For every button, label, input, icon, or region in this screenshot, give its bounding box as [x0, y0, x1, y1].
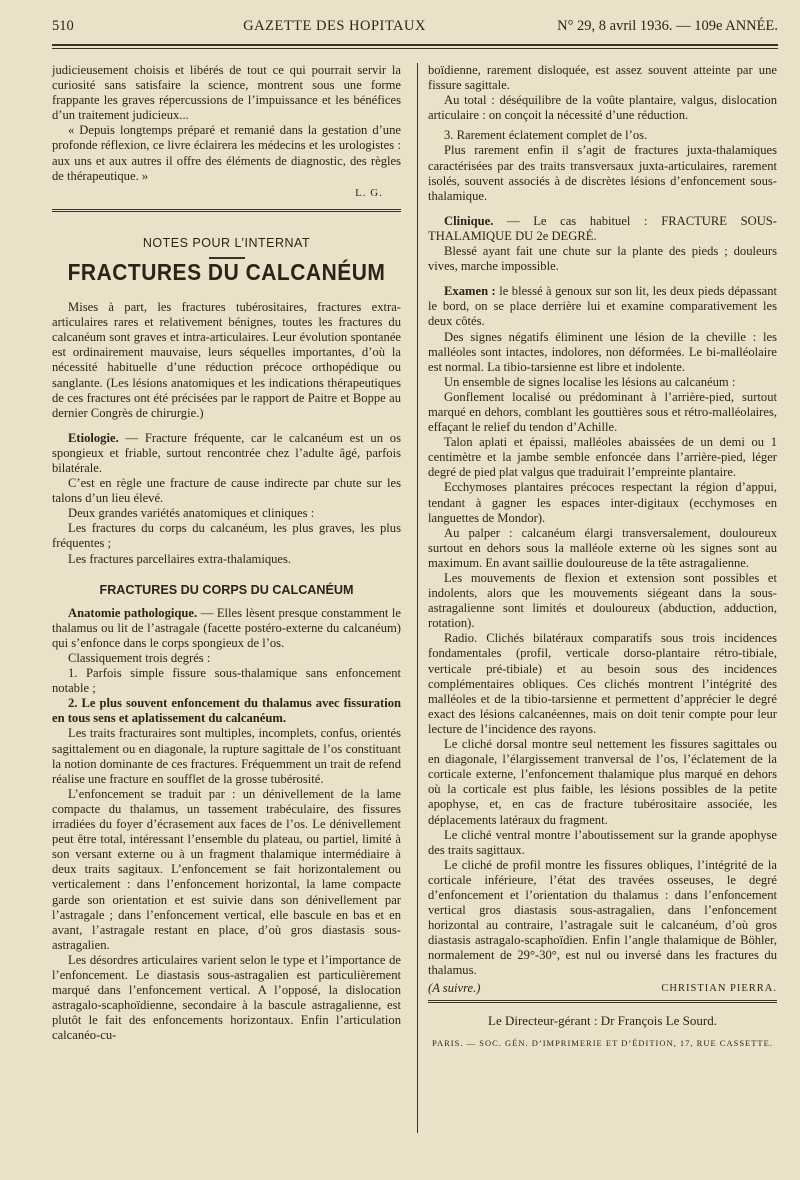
review-signature: L. G.: [355, 186, 383, 199]
exam-heading: Examen :: [444, 284, 496, 299]
dorsal-paragraph: Le cliché dorsal montre seul nettement les fissures sagittales ou en diagonale, l’élargissement tranversal de l’os, l’éclatement de la corticale externe, l’enfoncement thalamique plus marqué en dehors où la corticale est plus faible, les lésions possibles de la petite apophyse, et, en cas de fracture tubérositaire associée, les déplacements latéraux du fragment.: [428, 737, 777, 827]
swelling-paragraph: Gonflement localisé ou prédominant à l’arrière-pied, surtout marqué en dehors, comblant les gouttières sous et rétro-malléolaires, effaçant le relief du tendon d’Achille.: [428, 389, 777, 435]
review-quote: « Depuis longtemps préparé et remanié dans la gestation d’une profonde réflexion, ce livre éclairera les médecins et les urologistes : aux uns et aux autres il offre des éléments de diagnostic, des règles de thérapeutique. »: [52, 123, 401, 183]
director-line: Le Directeur-gérant : Dr François Le Sourd.: [488, 1012, 717, 1028]
header-rule-thin: [52, 48, 778, 49]
etiology-paragraph: [52, 431, 401, 476]
etiology-text: — Fracture fréquente, car le calcanéum est un os spongieux et friable, surtout rencontrée chez l’adulte âgé, parfois bilatérale.: [52, 430, 401, 475]
section-label: NOTES POUR L’INTERNAT: [142, 235, 311, 250]
etiology-heading: Etiologie.: [68, 430, 119, 445]
palpation-paragraph: Au palper : calcanéum élargi transversalement, douloureux surtout en dehors sous la malléole externe où les signes sont au maximum. En avant saillie douloureuse de la tête astragalienne.: [428, 525, 777, 570]
enfoncement-paragraph: L’enfoncement se traduit par : un dénivellement de la lame compacte du thalamus, un tassement trabéculaire, des fissures irradiées du foyer d’écrasement aux faces de l’os. Le dénivellement peut être total, intéressant l’ensemble du plateau, ou partiel, limité à son versant externe ou à un fragment thalamique intermédiaire à deux traits sagitaux. L’enfoncement se fait horizontalement ou verticalement : dans l’enfoncement horizontal, la lame compacte garde son orientation et est suivie dans son dénivellement par l’astragale ; dans l’enfoncement vertical, elle bascule en bas et en avant, l’astragale restant en place, d’où gros diastasis sous-astragalien.: [52, 786, 401, 952]
variety-2: Les fractures parcellaires extra-thalamiques.: [68, 551, 292, 566]
desordres-paragraph: Les désordres articulaires varient selon le type et l’importance de l’enfoncement. Le diastasis sous-astragalien est particulièrement marqué dans l’enfoncement vertical. A l’opposé, la dislocation astragalo-scaphoïdienne, secondaire à la bascule astragalienne, est plutôt le fait des enfoncements horizontaux. Enfin l’articulation calcanéo-cu-: [52, 952, 401, 1043]
clinical-text: — Le cas habituel : FRACTURE SOUS-THALAMIQUE DU 2e DEGRÉ.: [428, 213, 777, 243]
issue-info: N° 29, 8 avril 1936. — 109e ANNÉE.: [557, 18, 778, 34]
profile-paragraph: Le cliché de profil montre les fissures obliques, l’intégrité de la corticale inférieure, l’état des travées osseuses, le degré d’enfoncement et l’orientation du thalamus : dans l’enfoncement vertical gros diastasis sous-astragalien, dans l’enfoncement horizontal au contraire, l’astragale suit le calcanéum, d’où gros diastasis astragalo-scaphoïdien. Enfin l’angle thalamique de Böhler, normalement de 29°-30°, est nul ou inversé dans les fractures du thalamus.: [428, 857, 777, 978]
section-subtitle: FRACTURES DU CORPS DU CALCANÉUM: [99, 582, 354, 597]
varieties-paragraph: Deux grandes variétés anatomiques et cliniques :: [68, 506, 315, 521]
juxta-paragraph: Plus rarement enfin il s’agit de fractures juxta-thalamiques caractérisées par des traits transversaux juxta-articulaires, rarement isolés, souvent associés à de discrètes lésions d’enfoncement sous-thalamique.: [428, 143, 777, 203]
to-be-continued: (A suivre.): [428, 980, 481, 995]
movements-paragraph: Les mouvements de flexion et extension sont possibles et indolents, alors que les mouvements siégeant dans la sous-astragalienne sont limités et douloureux (abduction, adduction, rotation).: [428, 571, 777, 631]
radio-paragraph: Radio. Clichés bilatéraux comparatifs sous trois incidences fondamentales (profil, verticale dorso-plantaire rétro-tibiale, verticale pré-tibiale) et au besoin sous des incidences complémentaires obliques. Ces clichés montrent l’intégrité des malléoles et de la tibio-tarsienne et permettent d’apprécier le degré exact des lésions calcanéennes, mais on doit tenir compte pour leur lecture de l’incidence des rayons.: [428, 631, 777, 736]
traits-paragraph: Les traits fracturaires sont multiples, incomplets, confus, orientés sagittalement ou en diagonale, la rupture sagittale de l’os constituant la notion dominante de ces fractures. Fréquemment un trait de refend réalise une fracture en soufflet de la grosse tubérosité.: [52, 726, 401, 786]
exam-text: le blessé à genoux sur son lit, les deux pieds dépassant le bord, on se place derrière lui et examine comparativement les deux côtés.: [428, 284, 777, 329]
right-column: [424, 63, 777, 1133]
clinical-paragraph: [428, 214, 777, 244]
article-end: [428, 981, 777, 996]
anatomy-text: — Elles lèsent presque constamment le thalamus ou lit de l’astragale (facette postéro-externe du calcanéum) qui s’enfonce dans le corps spongieux de l’os.: [52, 605, 401, 650]
classification-heading: Classiquement trois degrés :: [68, 651, 211, 665]
patient-paragraph: Blessé ayant fait une chute sur la plante des pieds ; douleurs vives, marche impossible.: [428, 244, 777, 274]
printer-imprint: PARIS. — SOC. GÉN. D’IMPRIMERIE ET D’ÉDITION, 17, RUE CASSETTE.: [432, 1037, 773, 1048]
anatomy-paragraph: [52, 606, 401, 651]
heel-paragraph: Talon aplati et épaissi, malléoles abaissées de un demi ou 1 centimètre et la jambe semble enfoncée dans l’arrière-pied, léger degré de pied plat valgus que traduirait l’empreinte plantaire.: [428, 435, 777, 480]
review-paragraph: judicieusement choisis et libérés de tout ce qui pourrait servir la curiosité sans satisfaire la science, montrent sous une forme frappante les graves répercussions de l’impuissance et les bénéfices d’un traitement judicieux...: [52, 63, 401, 123]
page-number: 510: [52, 18, 74, 34]
journal-title: GAZETTE DES HOPITAUX: [243, 18, 426, 34]
article-title: FRACTURES DU CALCANÉUM: [67, 259, 386, 286]
clinical-heading: Clinique.: [444, 213, 494, 228]
degree-2: 2. Le plus souvent enfoncement du thalamus avec fissuration en tous sens et aplatissement du calcanéum.: [52, 696, 401, 726]
article-columns: [52, 63, 778, 1133]
cause-paragraph: C’est en règle une fracture de cause indirecte par chute sur les talons d’un lieu élevé.: [52, 476, 401, 506]
variety-1: Les fractures du corps du calcanéum, les plus graves, les plus fréquentes ;: [52, 521, 401, 551]
continued-paragraph: boïdienne, rarement disloquée, est assez souvent atteinte par une fissure sagittale.: [428, 63, 777, 93]
author-signature: CHRISTIAN PIERRA.: [661, 982, 777, 994]
anatomy-heading: Anatomie pathologique.: [68, 605, 198, 620]
section-separator: [52, 209, 401, 212]
left-column: [52, 63, 411, 1133]
negative-signs: Des signes négatifs éliminent une lésion de la cheville : les malléoles sont intactes, indolores, non déformées. Le bi-malléolaire est normal. La tibio-tarsienne est libre et indolente.: [428, 329, 777, 374]
exam-paragraph: [428, 284, 777, 329]
ventral-paragraph: Le cliché ventral montre l’aboutissement sur la grande apophyse des traits sagittaux.: [428, 827, 777, 857]
ecchymoses-paragraph: Ecchymoses plantaires précoces respectant la région d’appui, tendant à gagner les espaces inter-digitaux (ecchymoses en languettes de Mondor).: [428, 480, 777, 525]
footer-rule: [428, 1000, 777, 1003]
degree-3: 3. Rarement éclatement complet de l’os.: [444, 128, 648, 143]
page-header: [52, 18, 778, 42]
header-rule: [52, 44, 778, 46]
total-paragraph: Au total : déséquilibre de la voûte plantaire, valgus, dislocation articulaire : on conçoit la nécessité d’une réduction.: [428, 93, 777, 123]
degree-1: 1. Parfois simple fissure sous-thalamique sans enfoncement notable ;: [52, 666, 401, 696]
signs-ensemble: Un ensemble de signes localise les lésions au calcanéum :: [444, 374, 736, 389]
intro-paragraph: Mises à part, les fractures tubérositaires, fractures extra-articulaires rares et relativement bénignes, toutes les fractures du calcanéum sont graves et intra-articulaires. Leur évolution spontanée est ordinairement mauvaise, leurs séquelles importantes, d’où la nécessité habituelle d’une réduction précoce orthopédique ou sanglante. (Les lésions anatomiques et les indications thérapeutiques de ces fractures ont été précisées par le rapport de Paitre et Boppe au dernier Congrès de chirurgie.): [52, 300, 401, 420]
column-separator: [417, 63, 418, 1133]
